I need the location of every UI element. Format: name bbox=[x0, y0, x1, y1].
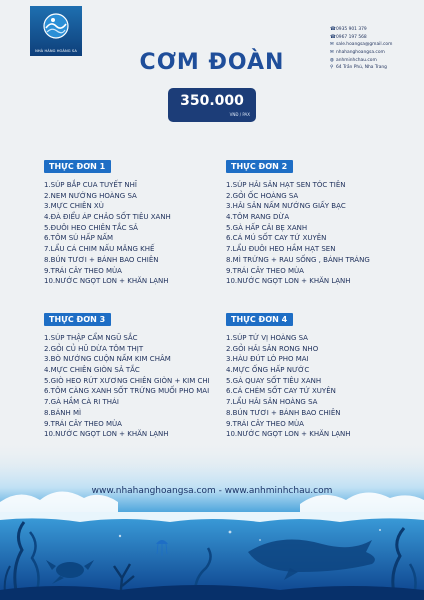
web-icon: ◍ bbox=[330, 57, 335, 63]
contact-text: 64 Trần Phú, Nha Trang bbox=[336, 65, 387, 71]
menu-item: 7.LẨU CÁ CHIM NẤU MĂNG KHẾ bbox=[44, 245, 155, 254]
menu-item: 9.TRÁI CÂY THEO MÙA bbox=[44, 419, 122, 428]
menu-item: 9.TRÁI CÂY THEO MÙA bbox=[44, 266, 122, 275]
contact-phone-1[interactable] bbox=[330, 26, 422, 34]
contact-text: anhminhchau.com bbox=[336, 57, 377, 63]
menu-item: 8.BÚN TƯƠI + BÁNH BAO CHIÊN bbox=[226, 408, 341, 417]
menu-item: 4.MỰC CHIÊN GIÒN SẢ TẮC bbox=[44, 366, 140, 375]
menu-item: 7.GÀ HẦM CÀ RI THÁI bbox=[44, 398, 119, 407]
contact-text: 0967 197 568 bbox=[336, 34, 367, 40]
menu-header: THỰC ĐƠN 1 bbox=[44, 160, 111, 173]
menu-item: 5.ĐUÔI HEO CHIÊN TẮC SẢ bbox=[44, 223, 138, 232]
logo-emblem-icon bbox=[40, 12, 72, 42]
menu-item: 6.TÔM SÚ HẤP NẤM bbox=[44, 234, 114, 243]
logo bbox=[30, 6, 82, 56]
underwater-illustration bbox=[0, 440, 424, 600]
page-title: CƠM ĐOÀN bbox=[139, 50, 285, 75]
contact-email-1[interactable] bbox=[330, 41, 422, 49]
menu-item: 2.GỎI ỐC HOÀNG SA bbox=[226, 191, 299, 200]
menu-item: 1.SÚP THẬP CẨM NGŨ SẮC bbox=[44, 334, 138, 342]
menu-item: 9.TRÁI CÂY THEO MÙA bbox=[226, 419, 304, 428]
menu-item: 1.SÚP HẢI SẢN HẠT SEN TÓC TIÊN bbox=[226, 181, 346, 189]
contact-phone-2[interactable] bbox=[330, 34, 422, 42]
menu-item: 4.MỰC ỐNG HẤP NƯỚC bbox=[226, 366, 310, 375]
menu-item: 7.LẨU HẢI SẢN HOÀNG SA bbox=[226, 398, 318, 407]
menu-item: 7.LẨU ĐUÔI HEO HẦM HẠT SEN bbox=[226, 245, 336, 254]
menu-item: 5.GÀ QUAY SỐT TIÊU XANH bbox=[226, 376, 322, 385]
menu-item: 4.TÔM RANG DỪA bbox=[226, 213, 290, 222]
menu-item: 10.NƯỚC NGỌT LON + KHĂN LẠNH bbox=[44, 277, 169, 286]
email-icon: ✉ bbox=[330, 42, 334, 48]
location-icon: ⚲ bbox=[330, 65, 334, 71]
menu-item: 8.BÁNH MÌ bbox=[44, 408, 82, 417]
phone-icon: ☎ bbox=[330, 34, 336, 40]
menu-item: 8.MÌ TRỨNG + RAU SỐNG , BÁNH TRÁNG bbox=[226, 255, 370, 264]
menu-header: THỰC ĐƠN 3 bbox=[44, 313, 111, 326]
menu-item: 6.CÁ CHÉM SỐT CAY TỨ XUYÊN bbox=[226, 387, 336, 396]
menu-item: 10.NƯỚC NGỌT LON + KHĂN LẠNH bbox=[44, 430, 169, 439]
price-badge bbox=[168, 88, 256, 122]
menu-item: 6.CÁ MÚ SỐT CAY TỨ XUYÊN bbox=[226, 234, 327, 243]
menu-item: 5.GÀ HẤP CẢI BẸ XANH bbox=[226, 223, 308, 232]
menu-item: 2.GỎI CỦ HŨ DỪA TÔM THỊT bbox=[44, 344, 144, 353]
menu-item: 3.MỰC CHIÊN XÙ bbox=[44, 202, 104, 211]
phone-icon: ☎ bbox=[330, 27, 336, 33]
menu-list bbox=[226, 333, 351, 440]
menu-list bbox=[226, 180, 370, 287]
logo-text: NHÀ HÀNG HOÀNG SA bbox=[35, 49, 77, 53]
menu-item: 9.TRÁI CÂY THEO MÙA bbox=[226, 266, 304, 275]
menu-item: 10.NƯỚC NGỌT LON + KHĂN LẠNH bbox=[226, 430, 351, 439]
price-unit: VNĐ / PAX bbox=[229, 112, 250, 117]
menu-list bbox=[44, 333, 210, 440]
website-link[interactable]: www.nhahanghoangsa.com - www.anhminhchau.com bbox=[91, 486, 333, 496]
menu-item: 1.SÚP BẮP CUA TUYẾT NHĨ bbox=[44, 181, 137, 189]
menu-header: THỰC ĐƠN 4 bbox=[226, 313, 293, 326]
menu-header: THỰC ĐƠN 2 bbox=[226, 160, 293, 173]
menu-item: 3.HẢI SẢN NẤM NƯỚNG GIẤY BẠC bbox=[226, 202, 346, 211]
menu-item: 4.ĐÀ ĐIỂU ÁP CHẢO SỐT TIÊU XANH bbox=[44, 213, 171, 222]
menu-item: 6.TÔM CÀNG XANH SỐT TRỨNG MUỐI PHO MAI bbox=[44, 387, 210, 396]
menu-item: 5.GIÒ HEO RÚT XƯƠNG CHIÊN GIÒN + KIM CHI bbox=[44, 376, 210, 385]
contact-text: 0935 901 379 bbox=[336, 27, 367, 33]
price-amount: 350.000 bbox=[180, 93, 244, 109]
menu-item: 3.HÀU ĐÚT LÒ PHO MAI bbox=[226, 355, 309, 364]
email-icon: ✉ bbox=[330, 50, 334, 56]
menu-item: 10.NƯỚC NGỌT LON + KHĂN LẠNH bbox=[226, 277, 351, 286]
menu-item: 3.BÒ NƯỚNG CUỘN NẤM KIM CHÂM bbox=[44, 355, 171, 364]
menu-item: 2.NEM NƯỚNG HOÀNG SA bbox=[44, 191, 137, 200]
contact-text: sale.hoangsa@gmail.com bbox=[336, 42, 393, 48]
menu-item: 8.BÚN TƯƠI + BÁNH BAO CHIÊN bbox=[44, 255, 159, 264]
menu-item: 1.SÚP TỨ VỊ HOÀNG SA bbox=[226, 334, 308, 342]
contact-text: nhahanghoangsa.com bbox=[336, 50, 385, 56]
menu-list bbox=[44, 180, 171, 287]
menu-item: 2.GỎI HẢI SẢN RONG NHO bbox=[226, 344, 319, 353]
